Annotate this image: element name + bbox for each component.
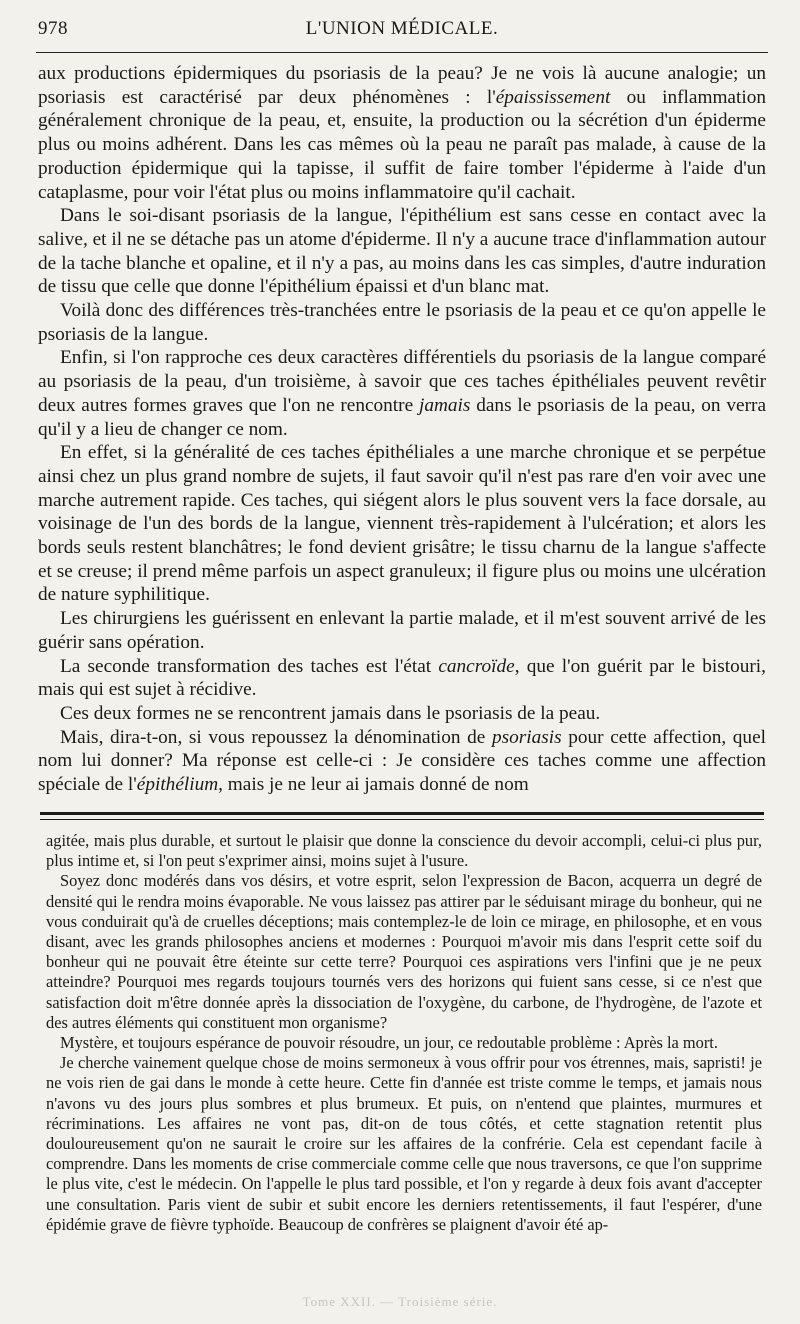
text-run: Les chirurgiens les guérissent en enlevant la partie malade, et il m'est souvent arrivé de les guérir sans opération.: [38, 608, 766, 653]
text-run: Voilà donc des différences très-tranchées entre le psoriasis de la peau et ce qu'on appelle le psoriasis de la langue.: [38, 300, 766, 345]
page-number: 978: [38, 18, 68, 39]
paragraph: [46, 1033, 762, 1053]
article-lower: [46, 831, 762, 1235]
paragraph: [38, 726, 766, 797]
text-run: , mais je ne leur ai jamais donné de nom: [218, 774, 529, 796]
text-run: La seconde transformation des taches est l'état: [60, 655, 439, 677]
footer-show-through: Tome XXII. — Troisième série.: [302, 1294, 498, 1309]
paragraph: [46, 1053, 762, 1235]
paragraph: [38, 702, 766, 726]
text-run: Dans le soi-disant psoriasis de la langue, l'épithélium est sans cesse en contact avec la salive, et il ne se détache pas un atome d'épiderme. Il n'y a aucune trace d'inflammation autour de la tache blanche et opaline, et il n'y a pas, au moins dans les cas simples, d'autre induration de tissu que celle que donne l'épithélium épaissi et d'un blanc mat.: [38, 205, 766, 298]
text-run: Je cherche vainement quelque chose de moins sermoneux à vous offrir pour vos étrennes, mais, sapristi! je ne vois rien de gai dans le monde à cette heure. Cette fin d'année est triste comme le temps, et jamais nous n'avons vu des jours plus sombres et plus brumeux. Et puis, on n'entend que plaintes, murmures et récriminations. Les affaires ne vont pas, dit-on de tous côtés, et cette stagnation retentit plus douloureusement qu'on ne saurait le croire sur les affaires de la confrérie. Cela est cependant facile à comprendre. Dans les moments de crise commerciale comme celle que nous traversons, ce que l'on supprime le plus vite, c'est le médecin. On l'appelle le plus tard possible, et l'on y regarde à deux fois avant d'accepter une consultation. Paris vient de subir et subit encore les derniers retentissements, il faut l'espérer, d'une épidémie grave de fièvre typhoïde. Beaucoup de confrères se plaignent d'avoir été ap-: [46, 1053, 762, 1234]
paragraph: [38, 204, 766, 299]
text-run: agitée, mais plus durable, et surtout le plaisir que donne la conscience du devoir accompli, celui-ci plus pur, plus intime et, si l'on peut s'exprimer ainsi, moins sujet à l'usure.: [46, 831, 762, 871]
page-header: [38, 18, 766, 48]
text-run: Ces deux formes ne se rencontrent jamais dans le psoriasis de la peau.: [60, 702, 601, 724]
text-run: pour cette affection, quel nom lui donner? Ma réponse est celle-ci : Je considère ces taches comme une affection spéciale de l': [38, 726, 766, 796]
paragraph: [46, 831, 762, 871]
journal-title: L'UNION MÉDICALE.: [305, 18, 499, 39]
separator-thick-rule: [40, 812, 764, 815]
paragraph: [38, 441, 766, 607]
italic-text: cancroïde: [438, 655, 515, 677]
italic-text: psoriasis: [491, 726, 562, 748]
text-run: Mais, dira-t-on, si vous repoussez la dénomination de: [60, 726, 492, 748]
italic-text: épaississement: [495, 86, 611, 108]
text-run: aux productions épidermiques du psoriasis de la peau? Je ne vois là aucune analogie; un psoriasis est caractérisé par deux phénomènes : l': [38, 63, 766, 108]
article-upper: [38, 62, 766, 797]
paragraph: [38, 62, 766, 204]
paragraph: [38, 607, 766, 654]
text-run: Mystère, et toujours espérance de pouvoir résoudre, un jour, ce redoutable problème : Après la mort.: [60, 1033, 718, 1053]
text-run: dans le psoriasis de la peau, on verra qu'il y a lieu de changer ce nom.: [38, 394, 766, 440]
text-run: , que l'on guérit par le bistouri, mais qui est sujet à récidive.: [38, 655, 766, 701]
paragraph: [46, 871, 762, 1033]
text-run: Soyez donc modérés dans vos désirs, et votre esprit, selon l'expression de Bacon, acquerra un degré de densité qui le rendra moins évaporable. Ne vous laissez pas attirer par le séduisant mirage du bonheur, qui ne vous conduirait qu'à de cruelles déceptions; mais contemplez-le de loin ce mirage, en philosophe, et en vous disant, avec les grands philosophes anciens et modernes : Pourquoi m'avoir mis dans l'esprit cette soif du bonheur qui ne pouvait être éteinte sur cette terre? Pourquoi ces aspirations vers l'infini que je ne peux atteindre? Pourquoi mes regards toujours tournés vers des horizons qui fuient sans cesse, si ce n'est que satisfaction doit m'être donnée après la dissociation de l'oxygène, du carbone, de l'hydrogène, de l'azote et des autres éléments qui constituent mon organisme?: [46, 871, 762, 1032]
header-rule: [36, 52, 768, 53]
italic-text: épithélium: [136, 774, 219, 796]
paragraph: [38, 299, 766, 346]
paragraph: [38, 655, 766, 702]
paragraph: [38, 346, 766, 441]
text-run: ou inflammation généralement chronique de la peau, et, ensuite, la production ou la sécrétion d'un épiderme plus ou moins adhérent. Dans les cas mêmes où la peau ne paraît pas malade, à cause de la production épidermique qui la tapisse, il suffit de faire tomber l'épiderme à l'aide d'un cataplasme, pour voir l'état plus ou moins inflammatoire qu'il cachait.: [38, 86, 766, 203]
separator-thin-rule: [40, 819, 764, 820]
text-run: Enfin, si l'on rapproche ces deux caractères différentiels du psoriasis de la langue comparé au psoriasis de la peau, d'un troisième, à savoir que ces taches épithéliales peuvent revêtir deux autres formes graves que l'on ne rencontre: [38, 347, 766, 416]
text-run: En effet, si la généralité de ces taches épithéliales a une marche chronique et se perpétue ainsi chez un plus grand nombre de sujets, il faut savoir qu'il n'est pas rare d'en voir avec une marche autrement rapide. Ces taches, qui siégent alors le plus souvent vers la face dorsale, au voisinage de l'un des bords de la langue, viennent très-rapidement à l'ulcération; et alors les bords seuls restent blanchâtres; le fond devient grisâtre; le tissu charnu de la langue s'affecte et se creuse; il prend même parfois un aspect granuleux; il figure plus ou moins une ulcération de nature syphilitique.: [38, 442, 766, 606]
section-separator: [40, 812, 764, 826]
italic-text: jamais: [418, 394, 471, 416]
